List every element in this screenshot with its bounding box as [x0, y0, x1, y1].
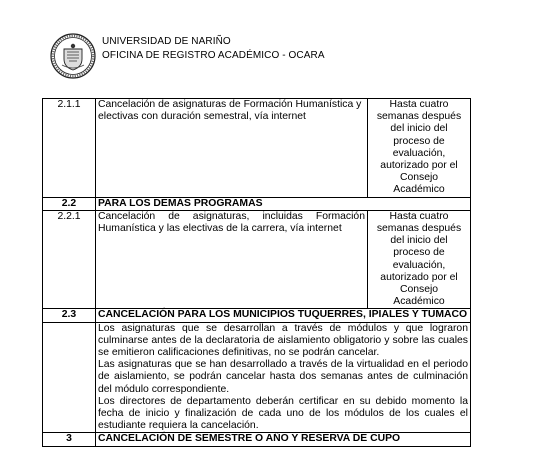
deadline-line: proceso de	[393, 135, 445, 147]
deadline-line: autorizado por el	[380, 160, 458, 172]
deadline-line: Consejo	[399, 172, 439, 184]
deadline-line: semanas después	[376, 223, 462, 235]
office-name: OFICINA DE REGISTRO ACADÉMICO - OCARA	[102, 50, 325, 61]
row-description: Cancelación de asignaturas, incluidas Formación Humanística y las electivas de la carrera, vía internet	[96, 210, 368, 309]
table-row	[43, 197, 471, 210]
deadline-line: semanas después	[376, 111, 462, 123]
table-row	[43, 322, 471, 433]
section-number: 3	[43, 433, 96, 446]
deadline-line: proceso de	[393, 247, 445, 259]
row-deadline	[368, 210, 471, 309]
section-number: 2.3	[43, 309, 96, 322]
paragraph: Los asignaturas que se desarrollan a través de módulos y que lograron culminarse antes de la declaratoria de aislamiento obligatorio y sobre las cuales se emitieron calificaciones definitivas, no se podrán cancelar.	[98, 322, 468, 359]
table-row	[43, 433, 471, 446]
table-row	[43, 309, 471, 322]
section-number: 2.2	[43, 197, 96, 210]
deadline-line: del inicio del	[390, 123, 448, 135]
deadline-line: del inicio del	[390, 235, 448, 247]
row-deadline	[368, 99, 471, 198]
paragraph: Los directores de departamento deberán certificar en su debido momento la fecha de inicio y finalización de cada uno de los módulos de los cuales el estudiante requiera la cancelación.	[98, 395, 468, 432]
section-title: CANCELACIÓN PARA LOS MUNICIPIOS TUQUERRES, IPIALES Y TUMACO	[96, 309, 471, 322]
deadline-line: Consejo	[399, 284, 439, 296]
deadline-line: evaluación,	[392, 147, 446, 159]
schedule-table	[42, 98, 471, 447]
empty-cell	[43, 322, 96, 433]
row-description: Cancelación de asignaturas de Formación Humanística y electivas con duración semestral, vía internet	[96, 99, 368, 198]
deadline-line: evaluación,	[392, 259, 446, 271]
row-number: 2.1.1	[43, 99, 96, 198]
table-row	[43, 99, 471, 198]
deadline-line: Hasta cuatro	[389, 99, 449, 110]
document-header	[50, 33, 490, 83]
section-body	[96, 322, 471, 433]
university-name: UNIVERSIDAD DE NARIÑO	[102, 36, 231, 47]
university-seal-icon	[50, 33, 96, 79]
row-number: 2.2.1	[43, 210, 96, 309]
paragraph: Las asignaturas que se han desarrollado a través de la virtualidad en el periodo de aislamiento, se podrán cancelar hasta dos semanas antes de culminación del módulo correspondiente.	[98, 359, 468, 395]
deadline-line: Académico	[393, 184, 445, 196]
deadline-line: Hasta cuatro	[389, 210, 449, 222]
section-title: PARA LOS DEMÁS PROGRAMAS	[96, 197, 471, 210]
deadline-line: autorizado por el	[380, 271, 458, 283]
table-row	[43, 210, 471, 309]
section-title: CANCELACIÓN DE SEMESTRE O AÑO Y RESERVA DE CUPO	[96, 433, 471, 446]
deadline-line: Académico	[393, 296, 445, 308]
